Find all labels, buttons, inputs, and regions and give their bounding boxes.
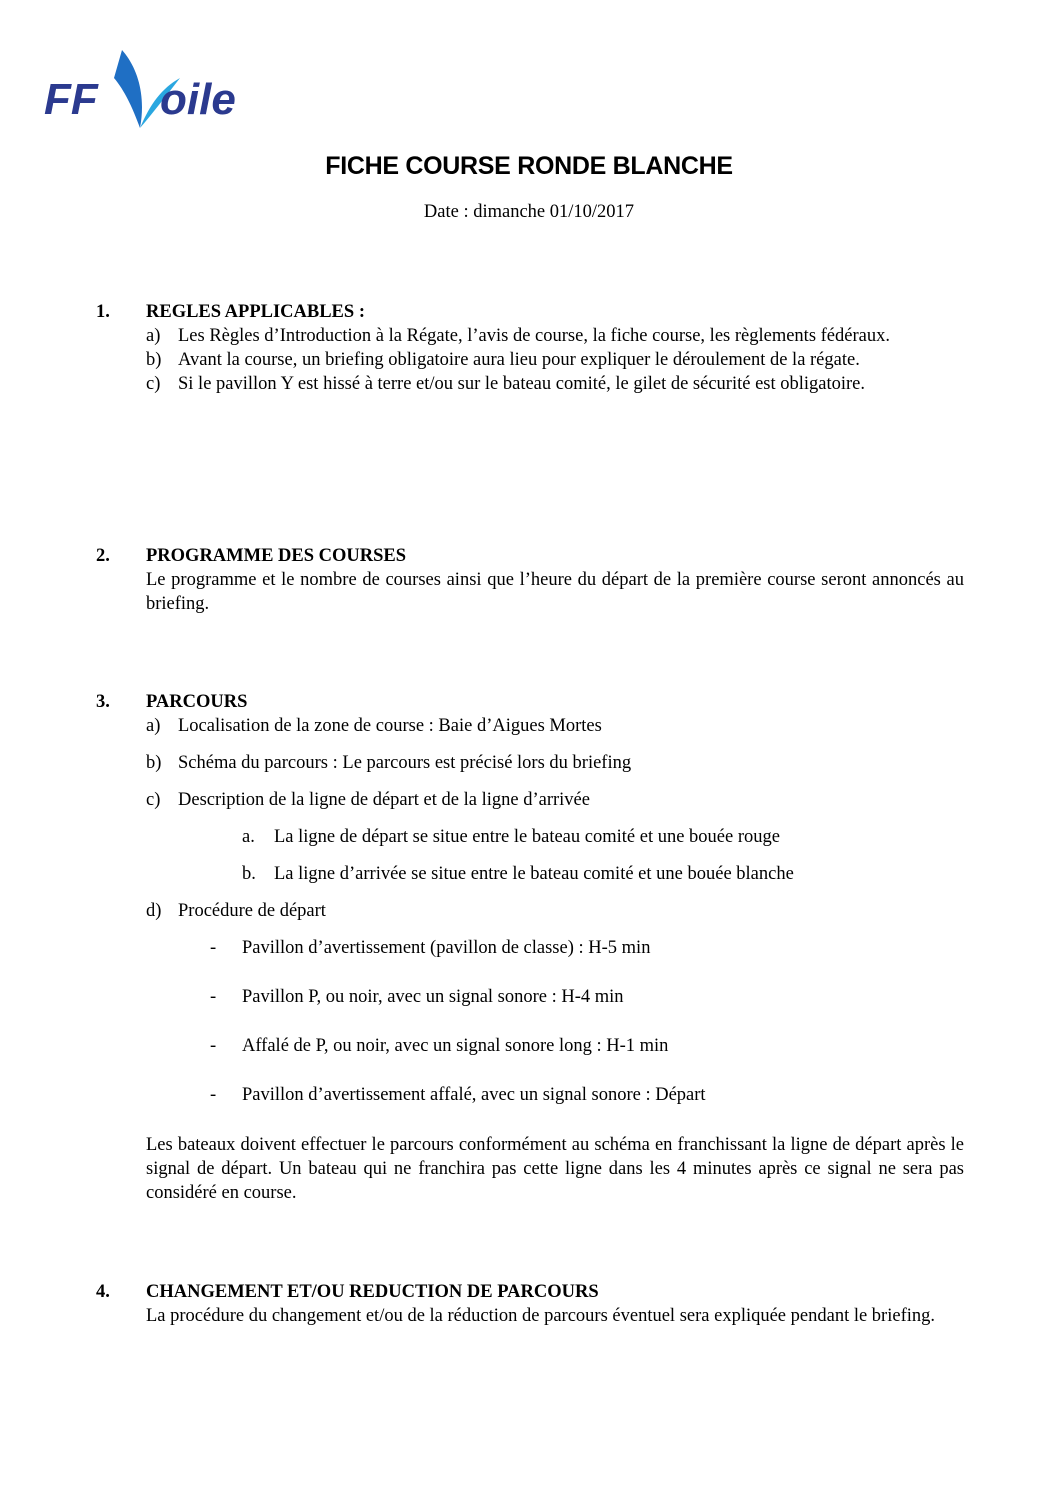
item-text: Affalé de P, ou noir, avec un signal sonore long : H-1 min [242,1036,669,1056]
item-text: Procédure de départ [178,901,326,921]
item-text: Pavillon d’avertissement (pavillon de classe) : H-5 min [242,938,651,958]
list-item [146,348,964,372]
list-item [146,372,964,396]
dash-list-item [210,985,964,1009]
item-label: d) [146,901,162,921]
item-label: - [210,938,217,958]
sub-list-item [242,825,964,849]
list-item [146,751,964,775]
list-item [146,324,964,348]
item-label: a. [242,827,255,847]
item-label: - [210,1036,217,1056]
section-heading [96,544,964,568]
item-text: Les Règles d’Introduction à la Régate, l’avis de course, la fiche course, les règlements fédéraux. [178,326,890,346]
item-label: c) [146,790,161,810]
section-heading [96,1280,964,1304]
section-number: 1. [96,302,110,322]
ffvoile-logo [42,42,272,137]
document-date: Date : dimanche 01/10/2017 [423,202,635,222]
section-heading [96,300,964,324]
item-text: Schéma du parcours : Le parcours est précisé lors du briefing [178,753,632,773]
section-heading [96,690,964,714]
section-title: CHANGEMENT ET/OU REDUCTION DE PARCOURS [146,1282,599,1302]
dash-list-item [210,1034,964,1058]
document-title: FICHE COURSE RONDE BLANCHE [325,152,733,180]
item-label: b) [146,753,162,773]
list-item [146,899,964,923]
item-label: - [210,987,217,1007]
section-number: 2. [96,546,110,566]
section-text: Le programme et le nombre de courses ainsi que l’heure du départ de la première course seront annoncés au briefing. [146,570,964,614]
dash-list-item [210,936,964,960]
item-label: b. [242,864,256,884]
dash-list-item [210,1083,964,1107]
item-text: Si le pavillon Y est hissé à terre et/ou sur le bateau comité, le gilet de sécurité est obligatoire. [178,374,866,394]
section-programme-des-courses [96,544,964,616]
section-number: 3. [96,692,110,712]
section-title: PARCOURS [146,692,248,712]
sail-icon [114,50,142,128]
section-text: Les bateaux doivent effectuer le parcours conformément au schéma en franchissant la ligne de départ après le signal de départ. Un bateau qui ne franchira pas cette ligne dans les 4 minutes après ce signal ne sera pas considéré en course. [146,1135,964,1203]
item-label: a) [146,716,161,736]
section-regles-applicables [96,300,964,396]
item-text: Avant la course, un briefing obligatoire aura lieu pour expliquer le déroulement de la régate. [178,350,860,370]
section-title: PROGRAMME DES COURSES [146,546,407,566]
item-label: a) [146,326,161,346]
section-text: La procédure du changement et/ou de la réduction de parcours éventuel sera expliquée pendant le briefing. [146,1306,935,1326]
item-label: c) [146,374,161,394]
item-text: La ligne d’arrivée se situe entre le bateau comité et une bouée blanche [274,864,794,884]
section-changement-reduction-parcours [96,1280,964,1328]
section-parcours [96,690,964,1205]
ffvoile-logo-graphic [42,42,272,137]
item-text: Localisation de la zone de course : Baie d’Aigues Mortes [178,716,602,736]
item-text: Description de la ligne de départ et de la ligne d’arrivée [178,790,590,810]
section-number: 4. [96,1282,110,1302]
item-label: b) [146,350,162,370]
item-text: La ligne de départ se situe entre le bateau comité et une bouée rouge [274,827,780,847]
logo-oile-text: oile [160,75,236,124]
sub-list-item [242,862,964,886]
item-text: Pavillon P, ou noir, avec un signal sonore : H-4 min [242,987,624,1007]
list-item [146,714,964,738]
item-text: Pavillon d’avertissement affalé, avec un signal sonore : Départ [242,1085,706,1105]
item-label: - [210,1085,217,1105]
logo-ff-text: FF [44,75,98,124]
list-item [146,788,964,812]
section-title: REGLES APPLICABLES : [146,302,365,322]
